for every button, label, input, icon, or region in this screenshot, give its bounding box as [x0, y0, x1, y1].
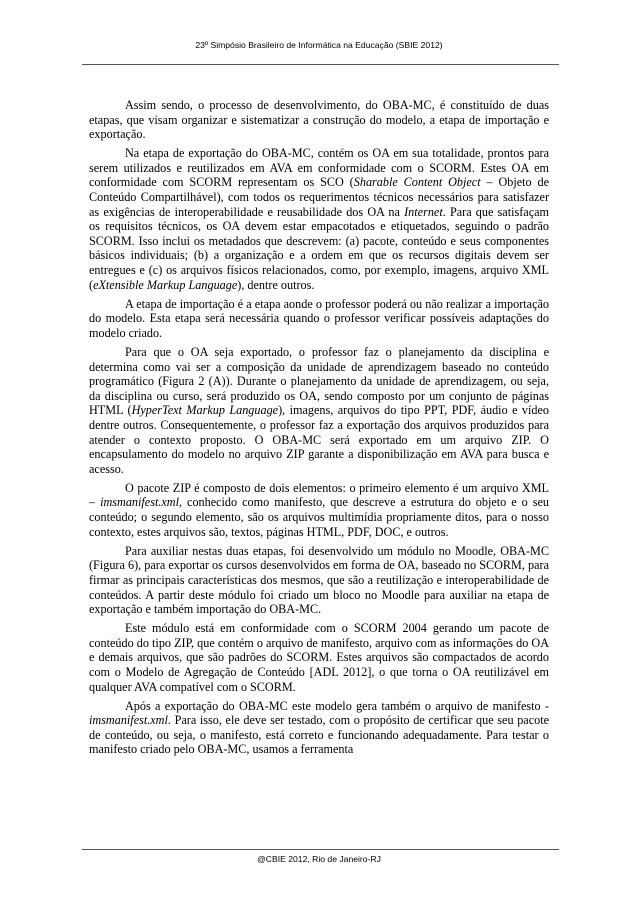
page-header: 23º Simpósio Brasileiro de Informática na Educação (SBIE 2012)	[195, 40, 443, 50]
paper-body	[89, 98, 549, 762]
italic-term: imsmanifest.xml	[100, 495, 179, 510]
paragraph	[89, 481, 549, 539]
text-run: ), dentre outros.	[237, 277, 315, 292]
italic-term: Sharable Content Object	[353, 175, 481, 190]
footer-rule	[82, 849, 559, 850]
paragraph	[89, 621, 549, 694]
text-run: ), imagens, arquivos do tipo PPT, PDF, áudio e vídeo dentre outros. Consequentemente, o professor faz a exportação dos arquivos produzidos para atender o contexto proposto. O OBA-MC será exportado em um arquivo ZIP. O encapsulamento do modelo no arquivo ZIP garante a disponibilização em AVA para busca e acesso.	[89, 403, 550, 476]
text-run: . Para isso, ele deve ser testado, com o propósito de certificar que seu pacote de conteúdo, ou seja, o manifesto, está correto e funcionando adequadamente. Para testar o manifesto criado pelo OBA-MC, usamos a ferramenta	[89, 713, 549, 757]
text-run: Após a exportação do OBA-MC este modelo gera também o arquivo de manifesto -	[125, 698, 549, 713]
text-run: Na etapa de exportação do OBA-MC, contém os OA em sua totalidade, prontos para serem utilizados e reutilizados em AVA em conformidade com o SCORM. Estes OA em conformidade com SCORM representam os SCO (	[89, 146, 549, 190]
paragraph	[89, 297, 549, 341]
paragraph	[89, 345, 549, 476]
paragraph	[89, 98, 549, 142]
italic-term: eXtensible Markup Language	[93, 277, 238, 292]
italic-term: Internet	[404, 204, 443, 219]
paragraph	[89, 699, 549, 757]
paragraph	[89, 146, 549, 292]
italic-term: imsmanifest.xml	[89, 713, 168, 728]
text-run: Para que o OA seja exportado, o professor faz o planejamento da disciplina e determina como vai ser a composição da unidade de aprendizagem baseado no conteúdo programático (Figura 2 (A)). Durante o planejamento da unidade de aprendizagem, ou seja, da disciplina ou curso, será produzido os OA, sendo composto por um conjunto de páginas HTML (	[89, 345, 549, 418]
text-run: , conhecido como manifesto, que descreve a estrutura do objeto e o seu conteúdo; o segundo elemento, são os arquivos multimídia propriamente ditos, para o nosso contexto, estes arquivos são, textos, páginas HTML, PDF, DOC, e outros.	[89, 495, 550, 539]
page-footer: @CBIE 2012, Rio de Janeiro-RJ	[257, 854, 381, 864]
paragraph	[89, 544, 549, 617]
header-rule	[82, 64, 559, 65]
text-run: A etapa de importação é a etapa aonde o professor poderá ou não realizar a importação do modelo. Esta etapa será necessária quando o professor verificar possíveis adaptações do modelo criado.	[89, 296, 549, 340]
text-run: O pacote ZIP é composto de dois elementos: o primeiro elemento é um arquivo XML –	[89, 480, 549, 510]
italic-term: HyperText Markup Language	[131, 403, 279, 418]
text-run: Para auxiliar nestas duas etapas, foi desenvolvido um módulo no Moodle, OBA-MC (Figura 6), para exportar os cursos desenvolvidos em forma de OA, baseado no SCORM, para firmar as principais características dos mesmos, que são a reutilização e interoperabilidade de conteúdos. A partir deste módulo foi criado um bloco no Moodle para auxiliar na etapa de exportação e também importação do OBA-MC.	[89, 543, 549, 617]
text-run: . Para que satisfaçam os requisitos técnicos, os OA devem estar empacotados e etiquetados, seguindo o padrão SCORM. Isso inclui os metadados que descrevem: (a) pacote, conteúdo e seus componentes básicos individuais; (b) a organização e a ordem em que os recursos digitais devem ser entregues e (c) os arquivos físicos relacionados, como, por exemplo, imagens, arquivo XML (	[89, 204, 549, 292]
text-run: Este módulo está em conformidade com o SCORM 2004 gerando um pacote de conteúdo do tipo ZIP, que contém o arquivo de manifesto, arquivo com as informações do OA e demais arquivos, que são padrões do SCORM. Estes arquivos são compactados de acordo com o Modelo de Agregação de Conteúdo [ADL 2012], o que torna o OA reutilizável em qualquer AVA compatível com o SCORM.	[89, 621, 549, 694]
text-run: – Objeto de Conteúdo Compartilhável), com todos os requerimentos técnicos necessários para satisfazer as exigências de interoperabilidade e reusabilidade dos OA na	[89, 175, 549, 219]
text-run: Assim sendo, o processo de desenvolvimento, do OBA-MC, é constituído de duas etapas, que visam organizar e sistematizar a construção do modelo, a etapa de importação e exportação.	[89, 98, 549, 142]
